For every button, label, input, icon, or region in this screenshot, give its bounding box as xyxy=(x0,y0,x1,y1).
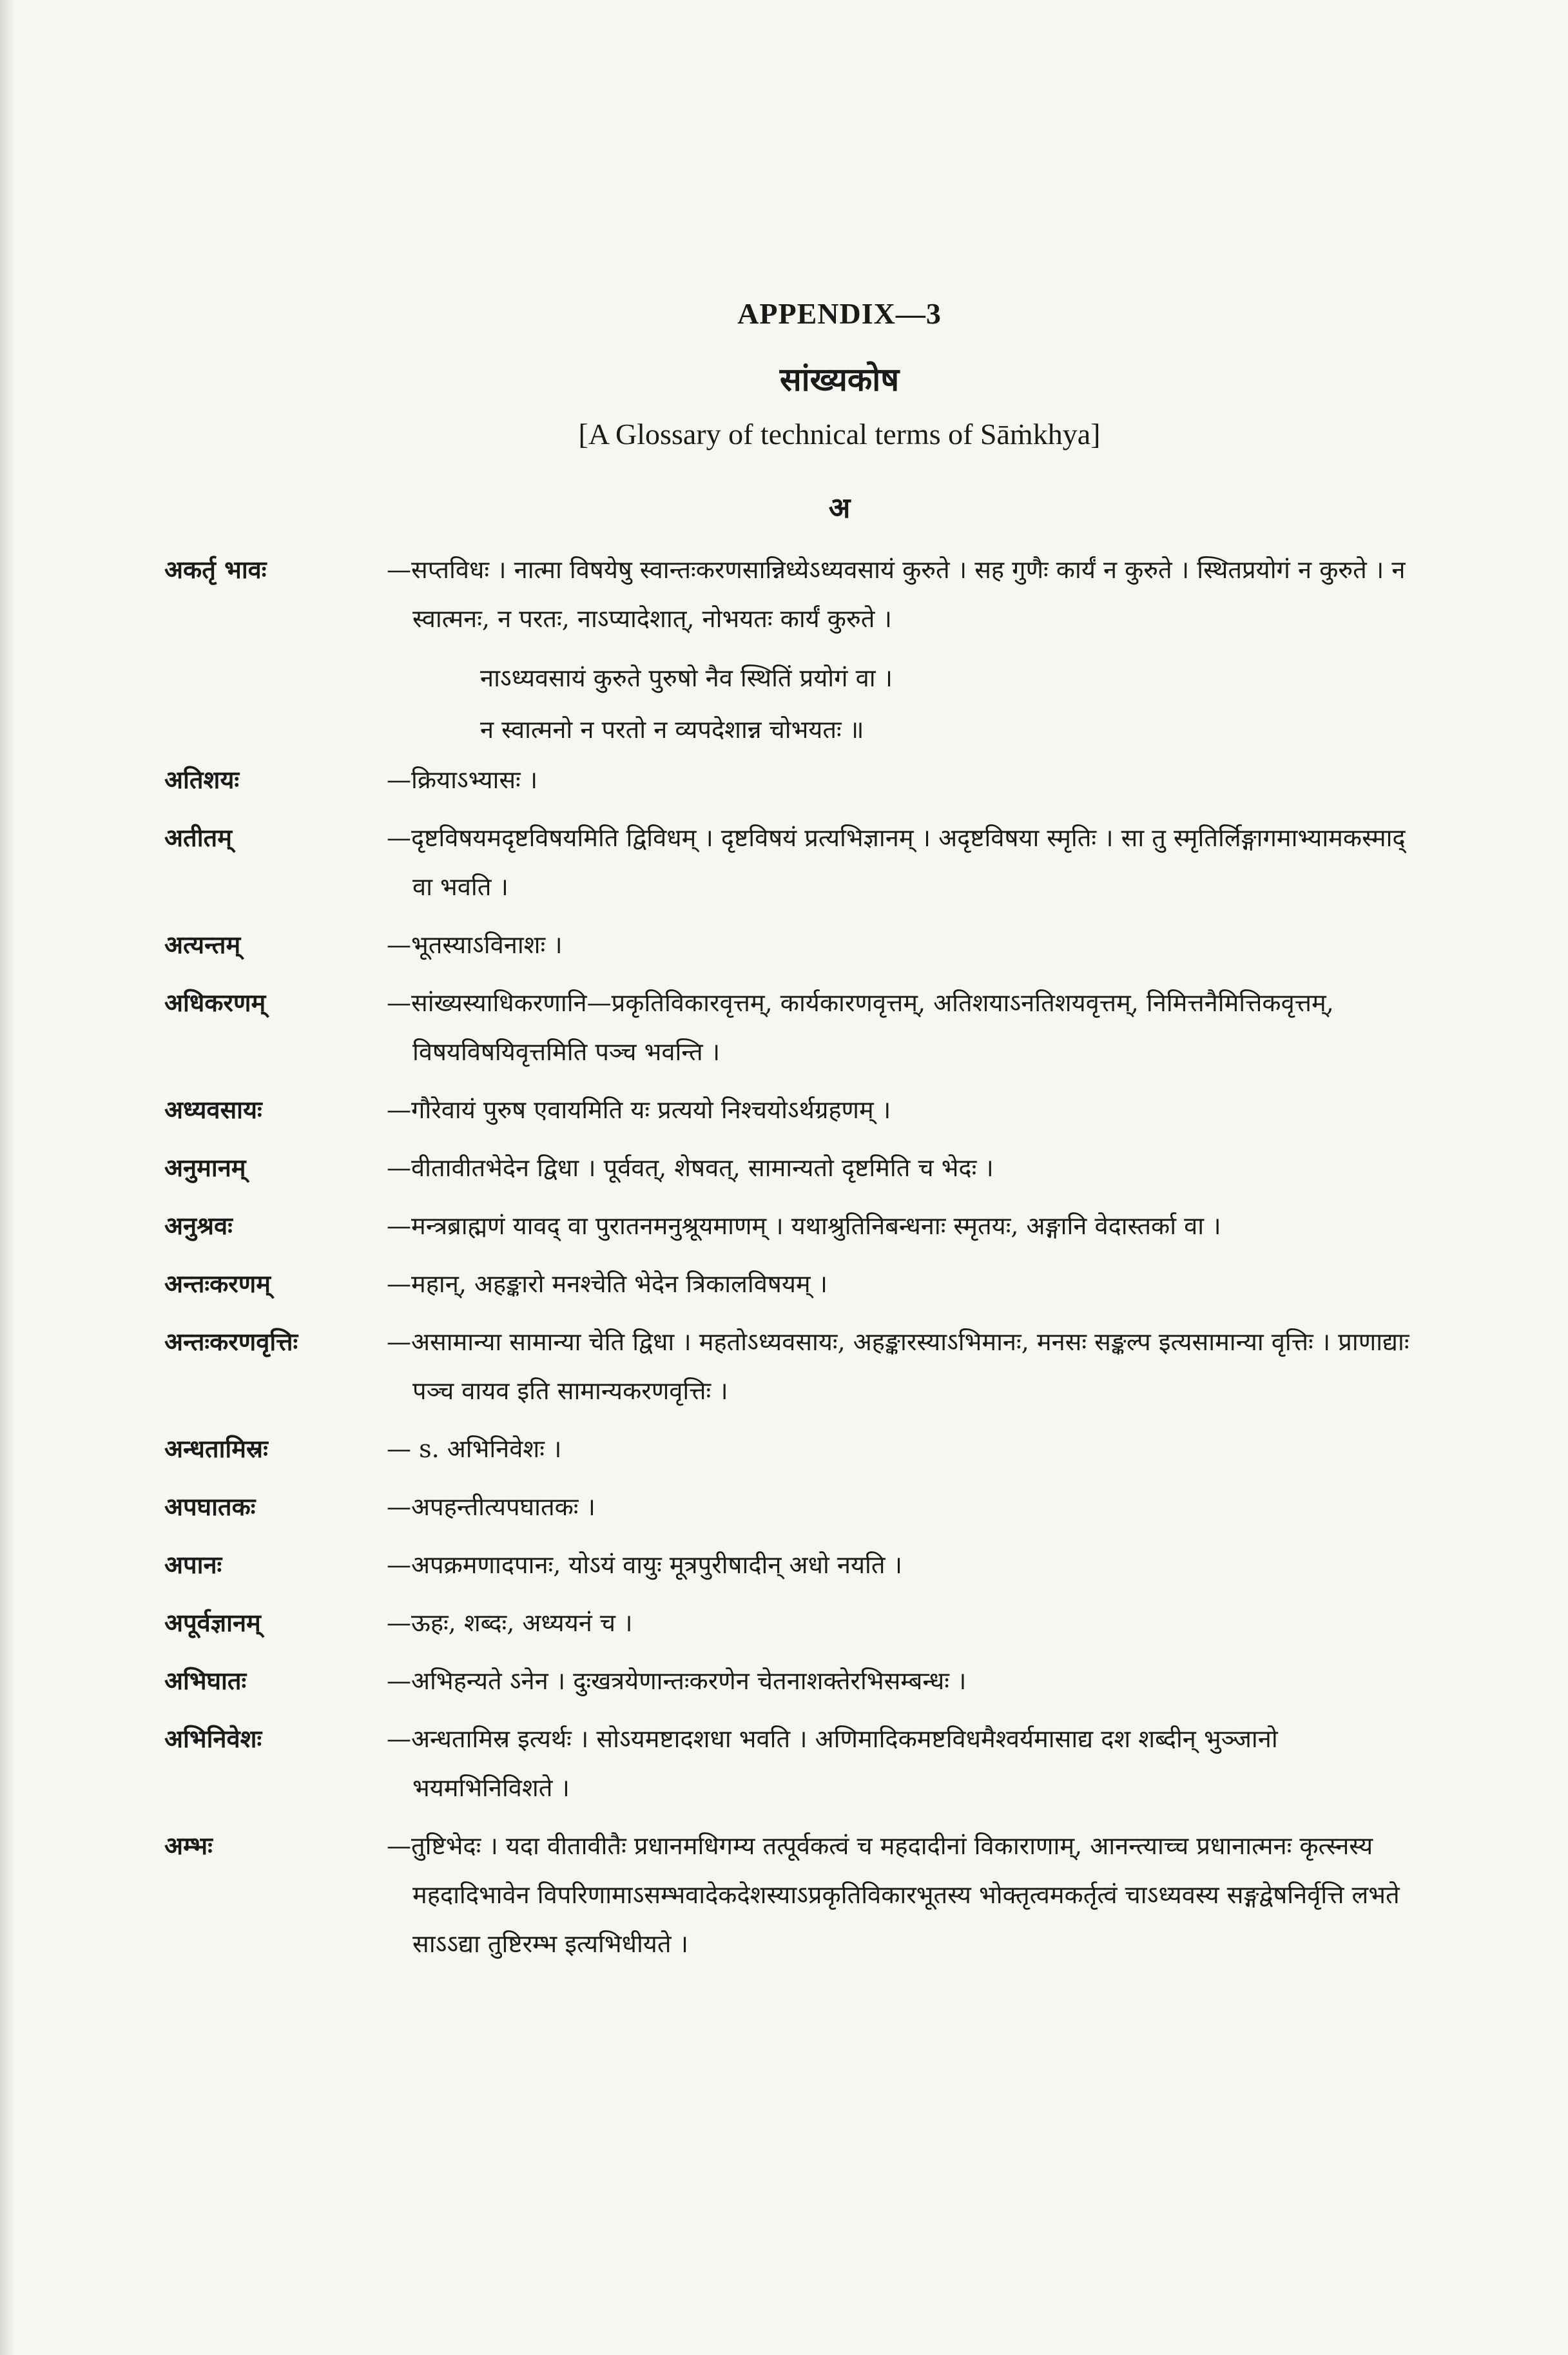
entry-term: अभिनिवेशः xyxy=(164,1724,262,1753)
entry-definition: —महान्, अहङ्कारो मनश्चेति भेदेन त्रिकालविषयम् । xyxy=(387,1270,828,1298)
glossary-entry xyxy=(164,1143,1411,1192)
entry-term: अपानः xyxy=(164,1550,222,1579)
entry-definition: —सांख्यस्याधिकरणानि—प्रकृतिविकारवृत्तम्, कार्यकारणवृत्तम्, अतिशयाऽनतिशयवृत्तम्, निमित्तनैमित्तिकवृत्तम्, विषयविषयिवृत्तमिति पञ्च भवन्ति । xyxy=(387,989,1334,1066)
glossary-entry xyxy=(164,1656,1411,1705)
entry-definition: —दृष्टविषयमदृष्टविषयमिति द्विविधम् । दृष्टविषयं प्रत्यभिज्ञानम् । अदृष्टविषया स्मृतिः । सा तु स्मृतिर्लिङ्गागमाभ्यामकस्माद् वा भवति । xyxy=(387,824,1406,901)
scan-margin-shadow xyxy=(0,0,14,2355)
entry-definition: — s. अभिनिवेशः । xyxy=(387,1435,562,1463)
verse-line: न स्वात्मनो न परतो न व्यपदेशान्न चोभयतः ॥ xyxy=(480,715,864,744)
glossary-entry xyxy=(164,1259,1411,1308)
glossary-entry xyxy=(164,1482,1411,1531)
verse-line: नाऽध्यवसायं कुरुते पुरुषो नैव स्थितिं प्रयोगं वा । xyxy=(480,664,893,692)
entry-term: अन्तःकरणवृत्तिः xyxy=(164,1327,298,1356)
entry-term: अध्यवसायः xyxy=(164,1095,262,1124)
sanskrit-title: सांख्यकोष xyxy=(779,360,900,398)
entry-definition: —अपक्रमणादपानः, योऽयं वायुः मूत्रपुरीषादीन् अधो नयति । xyxy=(387,1551,902,1579)
glossary-entry xyxy=(164,1821,1411,1968)
entry-definition: —तुष्टिभेदः । यदा वीतावीतैः प्रधानमधिगम्य तत्पूर्वकत्वं च महदादीनां विकाराणाम्, आनन्त्याच्च प्रधानात्मनः कृत्स्नस्य महदादिभावेन विपरिणामाऽसम्भवादेकदेशस्याऽप्रकृतिविकारभूतस्य भोक्तृत्वमकर्तृत्वं चाऽध्यवस्य सङ्गद्वेषनिर्वृत्ति लभते साऽऽद्या तुष्टिरम्भ इत्यभिधीयते । xyxy=(387,1832,1400,1958)
entry-definition: —गौरेवायं पुरुष एवायमिति यः प्रत्ययो निश्चयोऽर्थग्रहणम् । xyxy=(387,1096,891,1124)
section-letter: अ xyxy=(828,492,851,525)
entry-definition: —अपहन्तीत्यपघातकः । xyxy=(387,1493,595,1521)
entry-definition: —वीतावीतभेदेन द्विधा । पूर्ववत्, शेषवत्, सामान्यतो दृष्टमिति च भेदः । xyxy=(387,1154,994,1182)
entry-term: अतीतम् xyxy=(164,823,232,852)
glossary-entry xyxy=(164,1085,1411,1134)
english-subtitle: [A Glossary of technical terms of Sāṁkhya] xyxy=(578,418,1101,451)
glossary-entry xyxy=(164,978,1411,1076)
glossary-entry xyxy=(164,920,1411,969)
glossary-entry xyxy=(164,1540,1411,1589)
entry-term: अन्धतामिस्रः xyxy=(164,1434,268,1463)
entry-definition: —असामान्या सामान्या चेति द्विधा । महतोऽध्यवसायः, अहङ्कारस्याऽभिमानः, मनसः सङ्कल्प इत्यसामान्या वृत्तिः । प्राणाद्याः पञ्च वायव इति सामान्यकरणवृत्तिः । xyxy=(387,1328,1409,1405)
entry-definition: —भूतस्याऽविनाशः । xyxy=(387,931,563,959)
glossary-page xyxy=(164,296,1411,1977)
glossary-entry xyxy=(164,1714,1411,1812)
entry-term: अतिशयः xyxy=(164,765,240,794)
entry-term: अन्तःकरणम् xyxy=(164,1269,271,1298)
glossary-entry xyxy=(164,1598,1411,1647)
entry-term: अपूर्वज्ञानम् xyxy=(164,1608,261,1637)
entry-term: अनुश्रवः xyxy=(164,1211,233,1240)
appendix-title: APPENDIX—3 xyxy=(737,297,942,330)
entry-term: अधिकरणम् xyxy=(164,988,266,1017)
entry-term: अभिघातः xyxy=(164,1666,247,1695)
entry-definition: —अन्धतामिस्र इत्यर्थः । सोऽयमष्टादशधा भवति । अणिमादिकमष्टविधमैश्वर्यमासाद्य दश शब्दीन् भुञ्जानो भयमभिनिविशते । xyxy=(387,1725,1278,1802)
entry-term: अनुमानम् xyxy=(164,1153,246,1182)
entry-definition: —सप्तविधः । नात्मा विषयेषु स्वान्तःकरणसान्निध्येऽध्यवसायं कुरुते । सह गुणैः कार्यं न कुरुते । स्थितप्रयोगं न कुरुते । न स्वात्मनः, न परतः, नाऽप्यादेशात्, नोभयतः कार्यं कुरुते । xyxy=(387,556,1406,633)
glossary-entry xyxy=(164,1201,1411,1250)
glossary-entry xyxy=(164,1317,1411,1415)
entry-definition: —अभिहन्यते ऽनेन । दुःखत्रयेणान्तःकरणेन चेतनाशक्तेरभिसम्बन्धः । xyxy=(387,1667,967,1695)
entry-term: अत्यन्तम् xyxy=(164,930,241,959)
glossary-entry xyxy=(164,545,1411,643)
entry-term: अकर्तृ भावः xyxy=(164,555,267,584)
entry-definition: —क्रियाऽभ्यासः । xyxy=(387,766,538,794)
glossary-entry xyxy=(164,1424,1411,1473)
entry-definition: —मन्त्रब्राह्मणं यावद् वा पुरातनमनुश्रूयमाणम् । यथाश्रुतिनिबन्धनाः स्मृतयः, अङ्गानि वेदास्तर्का वा । xyxy=(387,1212,1221,1240)
entry-term: अम्भः xyxy=(164,1831,213,1860)
glossary-entry xyxy=(164,755,1411,804)
entry-term: अपघातकः xyxy=(164,1492,256,1521)
entry-definition: —ऊहः, शब्दः, अध्ययनं च । xyxy=(387,1609,633,1637)
glossary-entry xyxy=(164,813,1411,911)
